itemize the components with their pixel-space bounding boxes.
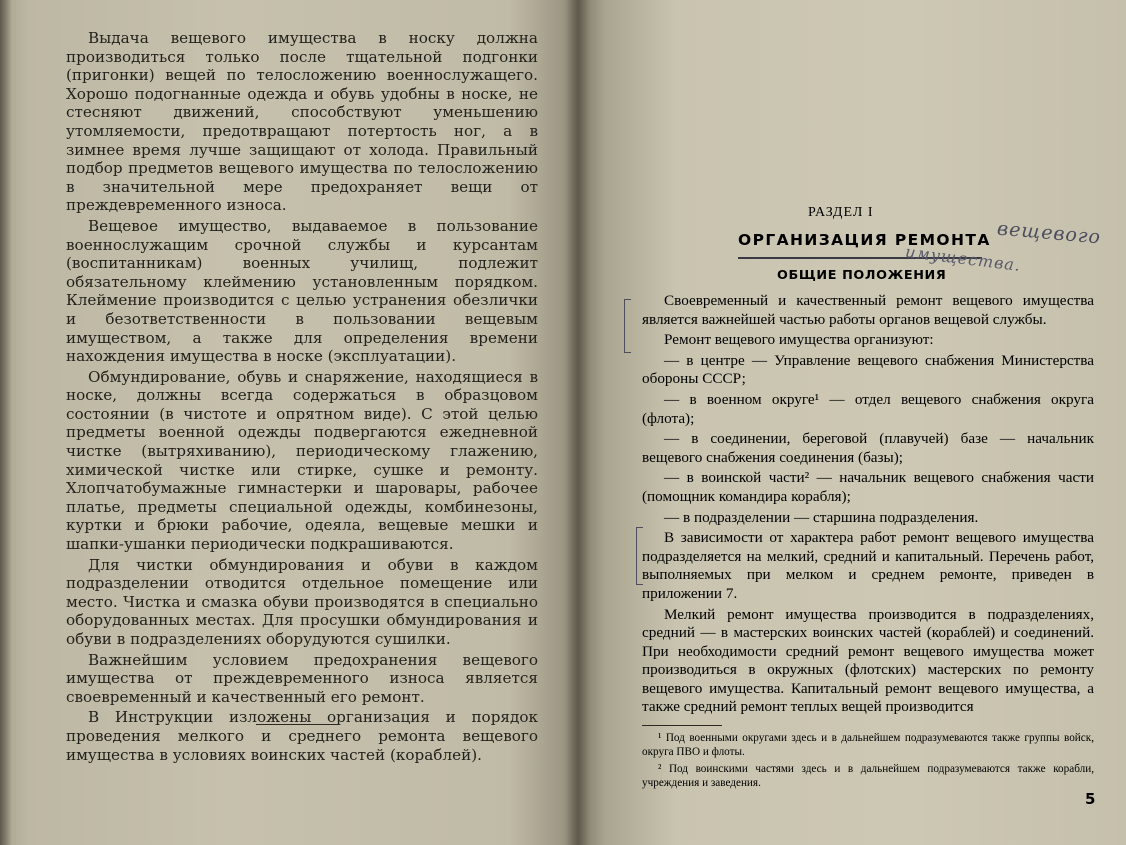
section-title: ОРГАНИЗАЦИЯ РЕМОНТА — [738, 231, 991, 249]
subsection-title: ОБЩИЕ ПОЛОЖЕНИЯ — [777, 268, 947, 283]
handwritten-note: вещевого — [996, 217, 1102, 249]
list-item: — в центре — Управление вещевого снабжения Министерства обороны СССР; — [642, 351, 1094, 388]
section-label: РАЗДЕЛ I — [808, 205, 874, 220]
footnote: ² Под воинскими частями здесь и в дальнейшем подразумеваются также корабли, учреждения и заведения. — [642, 762, 1094, 789]
footnote-rule — [642, 725, 722, 726]
paragraph: Мелкий ремонт имущества производится в подразделениях, средний — в мастерских воинских частей (кораблей) и соединений. При необходимости средний ремонт вещевого имущества может производиться в окружных (флотских) мастерских по ремонту вещевого имущества. Капитальный ремонт вещевого имущества, а также средний ремонт теплых вещей производится — [642, 605, 1094, 716]
end-rule — [256, 724, 338, 725]
list-item: — в подразделении — старшина подразделения. — [664, 508, 979, 526]
list-item: — в воинской части² — начальник вещевого снабжения части (помощник командира корабля); — [642, 469, 1094, 505]
list-item: — в соединении, береговой (плавучей) базе — начальник вещевого снабжения соединения (базы); — [642, 430, 1094, 466]
paragraph: Ремонт вещевого имущества организуют: — [664, 331, 934, 349]
paragraph: Обмундирование, обувь и снаряжение, находящиеся в носке, должны всегда содержаться в образцовом состоянии (в чистоте и опрятном виде). С этой целью предметы военной одежды подвергаются ежедневной чистке (вытряхиванию), периодическому глажению, химической чистке или стирке, сушке и ремонту. Хлопчатобумажные гимнастерки и шаровары, рабочее платье, предметы специальной одежды, комбинезоны, куртки и брюки рабочие, одеяла, вещевые мешки и шапки-ушанки периодически подкрашиваются. — [66, 367, 538, 554]
paragraph: Выдача вещевого имущества в носку должна производиться только после тщательной подгонки (пригонки) вещей по телосложению военнослужащего. Хорошо подогнанные одежда и обувь удобны в носке, не стесняют движений, способствуют уменьшению утомляемости, предотвращают потертость ног, а в зимнее время лучше защищают от холода. Правильный подбор предметов вещевого имущества по телосложению в значительной мере предохраняет вещи от преждевременного износа. — [66, 29, 538, 215]
footnotes — [642, 731, 1094, 790]
paragraph: Для чистки обмундирования и обуви в каждом подразделении отводится отдельное помещение или место. Чистка и смазка обуви производятся в специально оборудованных местах. Для просушки обмундирования и обуви в подразделениях оборудуются сушилки. — [66, 555, 538, 648]
paragraph: Своевременный и качественный ремонт вещевого имущества является важнейшей частью работы органов вещевой службы. — [642, 292, 1094, 328]
footnote: ¹ Под военными округами здесь и в дальнейшем подразумеваются также группы войск, округа ПВО и флоты. — [642, 732, 1094, 759]
right-page-body — [642, 292, 1094, 717]
page-edge — [0, 0, 12, 845]
margin-bracket — [624, 299, 631, 353]
list-item: — в военном округе¹ — отдел вещевого снабжения округа (флота); — [642, 390, 1094, 427]
paragraph: Важнейшим условием предохранения вещевого имущества от преждевременного износа является своевременный и качественный его ремонт. — [66, 650, 538, 706]
left-page-body — [66, 29, 538, 764]
handwritten-note: имущества. — [904, 241, 1023, 276]
paragraph: Вещевое имущество, выдаваемое в пользование военнослужащим срочной службы и курсантам (воспитанникам) военных училищ, подлежит обязательному клеймению установленным порядком. Клеймение производится с целью устранения обезлички и безответственности в пользовании вещевым имуществом, а также для определения времени нахождения имущества в носке (эксплуатации). — [66, 216, 538, 366]
paragraph: В зависимости от характера работ ремонт вещевого имущества подразделяется на мелкий, средний и капитальный. Перечень работ, выполняемых при мелком и среднем ремонте, приведен в приложении 7. — [642, 529, 1094, 602]
page-number: 5 — [1085, 790, 1096, 808]
paragraph: В Инструкции изложены организация и порядок проведения мелкого и среднего ремонта вещевого имущества в условиях воинских частей (кораблей). — [66, 708, 538, 764]
